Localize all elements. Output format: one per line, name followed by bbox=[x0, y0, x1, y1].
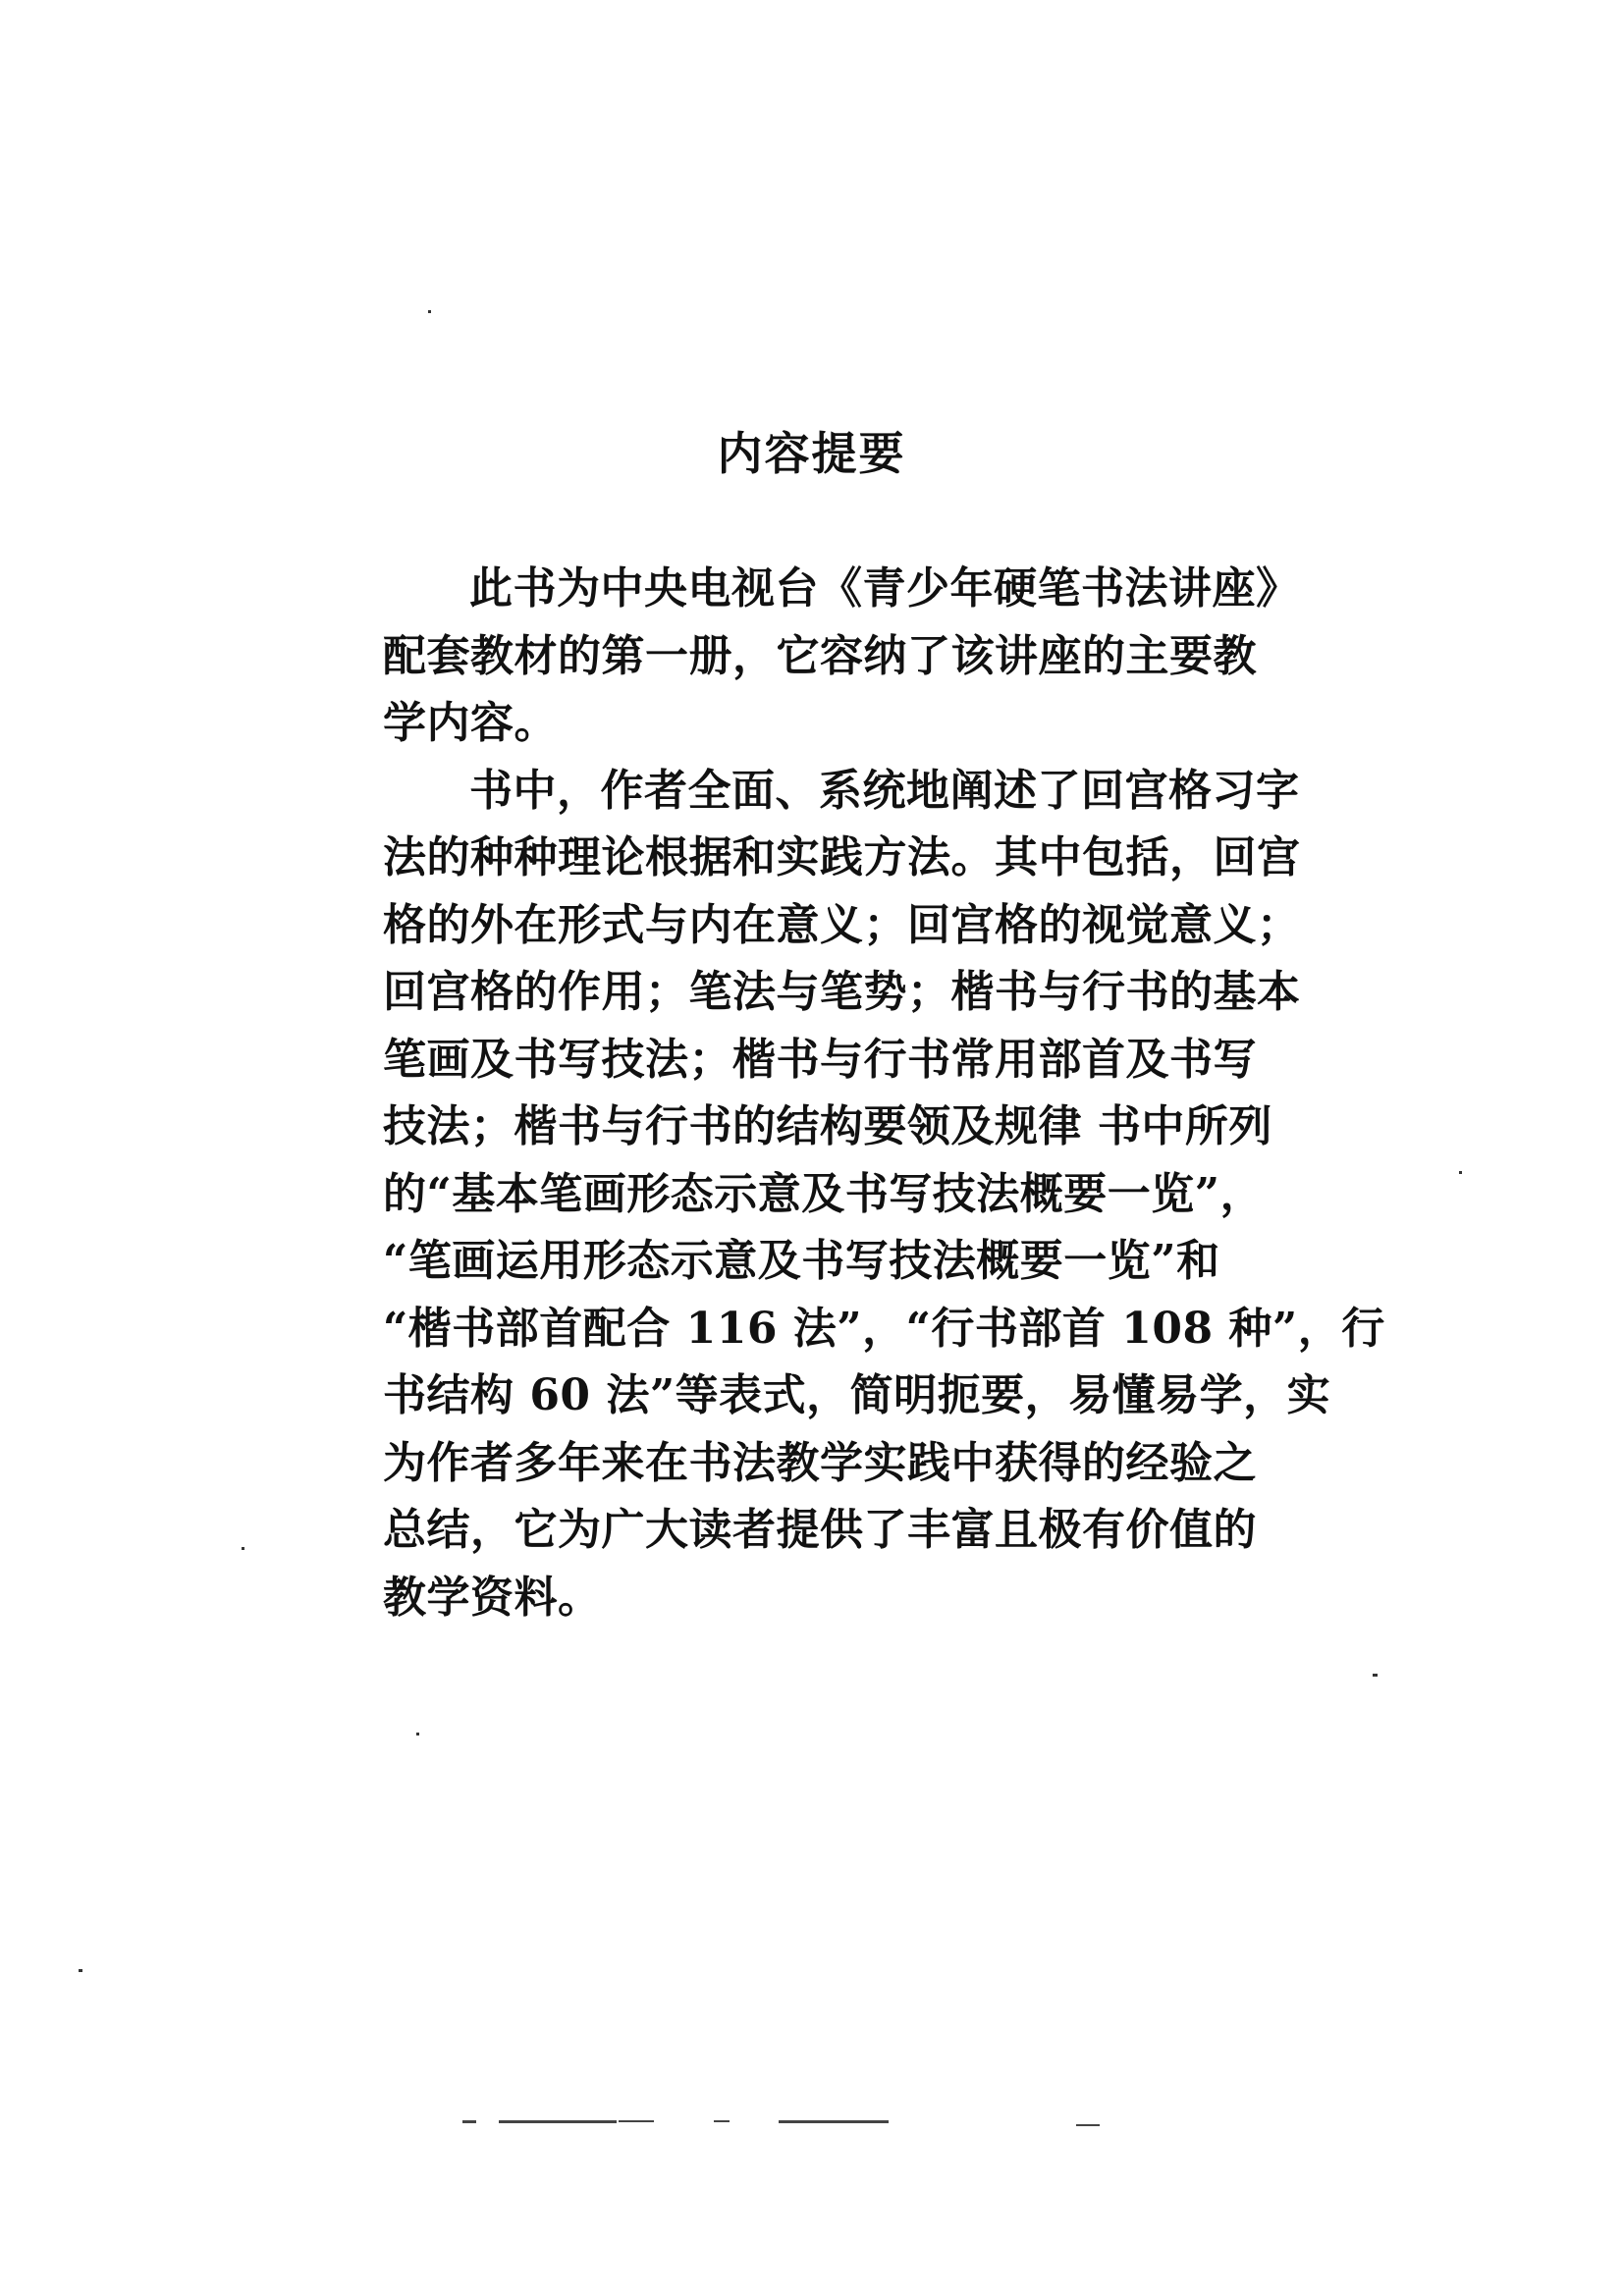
scan-dash bbox=[462, 2120, 476, 2123]
body-text bbox=[383, 556, 1385, 1631]
text-line: 书结构 60 法”等表式，简明扼要，易懂易学，实 bbox=[383, 1370, 1331, 1420]
text-line: 总结，它为广大读者提供了丰富且极有价值的 bbox=[383, 1505, 1257, 1555]
scan-speck bbox=[1373, 1674, 1378, 1677]
scan-dash bbox=[714, 2120, 730, 2122]
text-line: 书中，作者全面、系统地阐述了回宫格习字 bbox=[469, 765, 1300, 816]
scan-dash bbox=[499, 2120, 617, 2123]
paragraph-1 bbox=[383, 556, 1306, 758]
text-line: 此书为中央电视台《青少年硬笔书法讲座》 bbox=[469, 563, 1300, 614]
page-title: 内容提要 bbox=[717, 427, 906, 480]
text-line: “笔画运用形态示意及书写技法概要一览”和 bbox=[383, 1236, 1220, 1286]
text-line: 笔画及书写技法；楷书与行书常用部首及书写 bbox=[383, 1034, 1257, 1085]
text-line: 技法；楷书与行书的结构要领及规律 书中所列 bbox=[383, 1101, 1272, 1151]
paragraph-2 bbox=[383, 758, 1385, 1632]
scan-dash bbox=[779, 2120, 889, 2123]
text-line: 法的种种理论根据和实践方法。其中包括，回宫 bbox=[383, 832, 1301, 882]
scan-speck bbox=[416, 1733, 419, 1735]
text-line: 为作者多年来在书法教学实践中获得的经验之 bbox=[383, 1437, 1257, 1488]
text-line: “楷书部首配合 116 法”，“行书部首 108 种”，行 bbox=[383, 1303, 1385, 1354]
scan-speck bbox=[1459, 1171, 1462, 1174]
text-line: 学内容。 bbox=[383, 698, 558, 748]
text-line: 的“基本笔画形态示意及书写技法概要一览”， bbox=[383, 1168, 1265, 1219]
text-line: 回宫格的作用；笔法与笔势；楷书与行书的基本 bbox=[383, 967, 1301, 1017]
text-line: 格的外在形式与内在意义；回宫格的视觉意义； bbox=[383, 899, 1301, 950]
scan-speck bbox=[428, 310, 431, 313]
scan-dash bbox=[619, 2120, 654, 2122]
scan-speck bbox=[242, 1547, 244, 1550]
scan-dash bbox=[1076, 2124, 1100, 2126]
text-line: 配套教材的第一册，它容纳了该讲座的主要教 bbox=[383, 630, 1257, 681]
scan-speck bbox=[79, 1969, 82, 1972]
text-line: 教学资料。 bbox=[383, 1572, 602, 1623]
